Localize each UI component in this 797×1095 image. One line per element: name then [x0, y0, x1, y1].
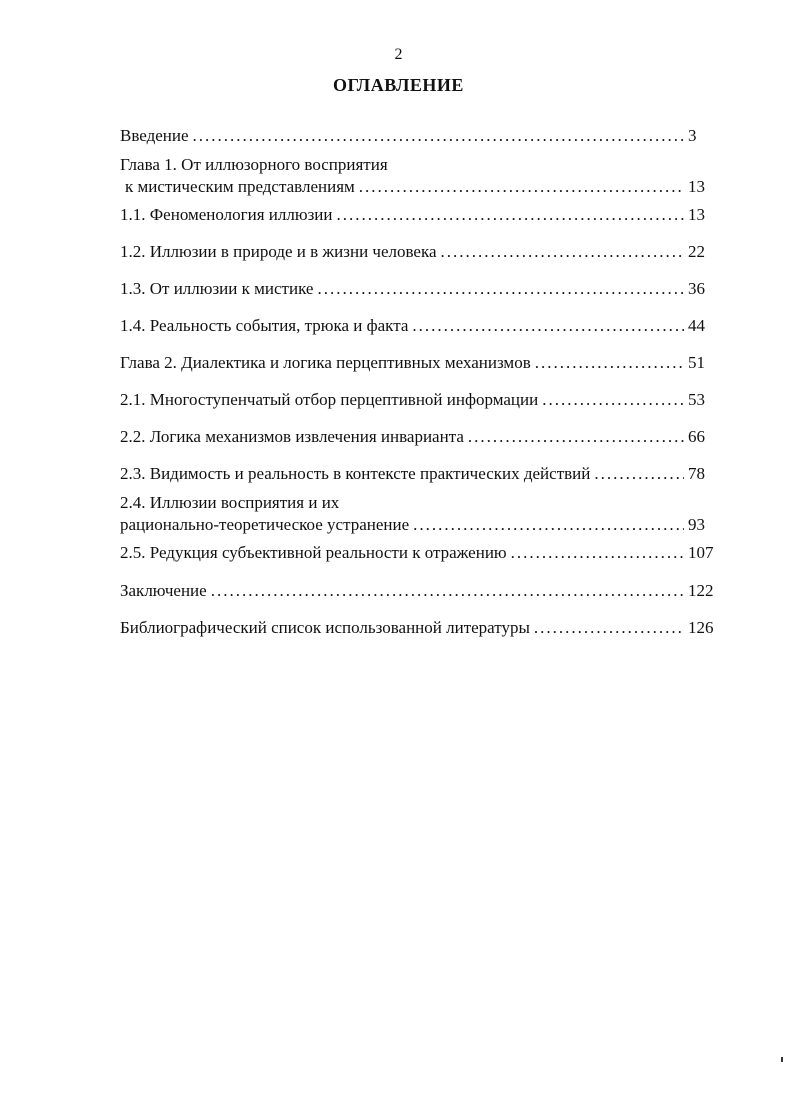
toc-entry-text: Библиографический список использованной литературы [120, 618, 530, 637]
toc-entry-2-1 [120, 389, 740, 411]
toc-entry-chapter-2 [120, 352, 740, 374]
dot-leader [534, 617, 684, 639]
toc-entry-page: 93 [688, 515, 705, 534]
toc-entry-page: 51 [688, 353, 705, 372]
toc-entry-1-2 [120, 241, 740, 263]
toc-entry-page: 107 [688, 543, 714, 562]
toc-entry-text: 1.4. Реальность события, трюка и факта [120, 316, 409, 335]
dot-leader [359, 176, 684, 198]
toc-entry-text: Введение [120, 126, 189, 145]
toc-entry-2-4 [120, 492, 740, 536]
dot-leader [542, 389, 684, 411]
toc-entry-text: 2.1. Многоступенчатый отбор перцептивной информации [120, 390, 539, 409]
toc-entry-2-2 [120, 426, 740, 448]
toc-entry-2-5 [120, 542, 740, 564]
dot-leader [594, 463, 684, 485]
toc-entry-text: 2.3. Видимость и реальность в контексте практических действий [120, 464, 591, 483]
dot-leader [193, 125, 684, 147]
scan-artifact [781, 1057, 783, 1062]
toc-entry-page: 22 [688, 242, 705, 261]
dot-leader [441, 241, 684, 263]
toc-entry-text: 2.2. Логика механизмов извлечения инварианта [120, 427, 464, 446]
toc-entry-chapter-1 [120, 154, 740, 198]
toc-entry-page: 44 [688, 316, 705, 335]
toc-entry-2-3 [120, 463, 740, 485]
toc-entry-page: 13 [688, 177, 705, 196]
toc-entry-text: рационально-теоретическое устранение [120, 515, 410, 534]
dot-leader [535, 352, 684, 374]
toc-entry-page: 13 [688, 205, 705, 224]
toc-entry-text: 1.2. Иллюзии в природе и в жизни человека [120, 242, 437, 261]
toc-entry-text-line1: Глава 1. От иллюзорного восприятия [120, 155, 388, 174]
toc-entry-1-3 [120, 278, 740, 300]
dot-leader [413, 514, 684, 536]
toc-entry-text: Глава 2. Диалектика и логика перцептивных механизмов [120, 353, 531, 372]
toc-entry-page: 53 [688, 390, 705, 409]
dot-leader [336, 204, 684, 226]
toc-entry-text: к мистическим представлениям [125, 177, 355, 196]
toc-entry-conclusion [120, 580, 740, 602]
toc-entry-text: 1.3. От иллюзии к мистике [120, 279, 314, 298]
toc-entry-1-1 [120, 204, 740, 226]
dot-leader [211, 580, 684, 602]
toc-entry-text: 1.1. Феноменология иллюзии [120, 205, 333, 224]
toc-entry-page: 3 [688, 126, 697, 145]
dot-leader [468, 426, 684, 448]
dot-leader [511, 542, 684, 564]
toc-entry-page: 36 [688, 279, 705, 298]
toc-entry-page: 66 [688, 427, 705, 446]
toc-entry-text-line1: 2.4. Иллюзии восприятия и их [120, 493, 340, 512]
toc-entry-1-4 [120, 315, 740, 337]
toc-entry-bibliography [120, 617, 740, 639]
toc-entry-page: 126 [688, 618, 714, 637]
toc-entry-text: 2.5. Редукция субъективной реальности к отражению [120, 543, 507, 562]
toc-entry-page: 78 [688, 464, 705, 483]
dot-leader [412, 315, 684, 337]
toc-entry-page: 122 [688, 581, 714, 600]
toc-entry-introduction [120, 125, 740, 147]
page-number: 2 [394, 46, 403, 63]
toc-entry-text: Заключение [120, 581, 207, 600]
dot-leader [317, 278, 684, 300]
page-title: ОГЛАВЛЕНИЕ [333, 75, 464, 95]
